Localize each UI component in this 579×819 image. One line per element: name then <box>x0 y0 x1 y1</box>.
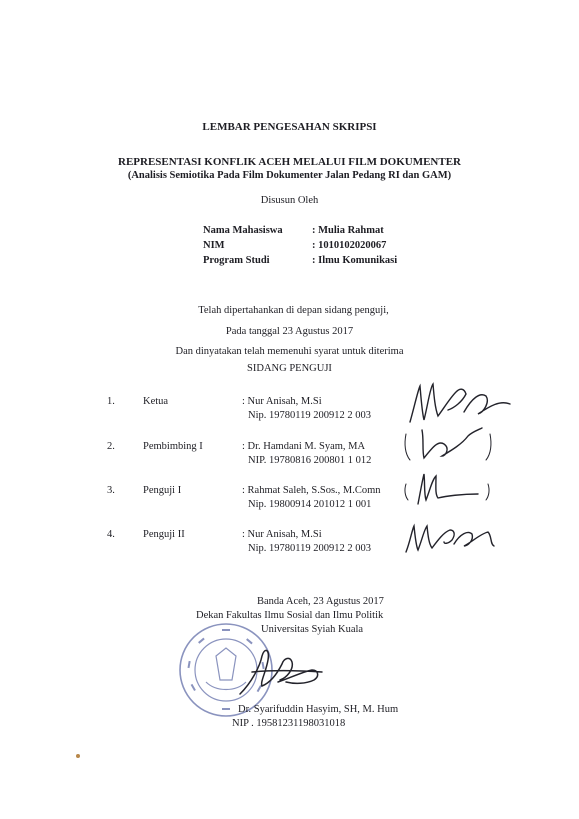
signature-penguji-2 <box>400 516 500 560</box>
thesis-title: REPRESENTASI KONFLIK ACEH MELALUI FILM DOKUMENTER <box>118 156 461 168</box>
signature-pembimbing <box>402 426 494 466</box>
defense-statement: Telah dipertahankan di depan sidang penguji, <box>198 305 389 316</box>
committee-nip: NIP. 19780816 200801 1 012 <box>248 455 372 466</box>
student-nim-value: : 1010102020067 <box>312 240 387 251</box>
committee-name: : Dr. Hamdani M. Syam, MA <box>242 441 366 452</box>
student-program-label: Program Studi <box>203 255 270 266</box>
student-nim-label: NIM <box>203 240 225 251</box>
committee-number: 1. <box>107 396 115 407</box>
signature-dekan <box>232 642 332 706</box>
thesis-subtitle: (Analisis Semiotika Pada Film Dokumenter Jalan Pedang RI dan GAM) <box>127 170 452 181</box>
student-name-value: : Mulia Rahmat <box>312 225 384 236</box>
signature-ketua <box>400 378 520 430</box>
committee-number: 4. <box>107 529 115 540</box>
committee-number: 3. <box>107 485 115 496</box>
prepared-by: Disusun Oleh <box>260 195 319 206</box>
defense-date: Pada tanggal 23 Agustus 2017 <box>225 326 354 337</box>
committee-number: 2. <box>107 441 115 452</box>
dean-name: Dr. Syarifuddin Hasyim, SH, M. Hum <box>238 704 399 715</box>
committee-role: Penguji I <box>143 485 182 496</box>
committee-role: Pembimbing I <box>143 441 203 452</box>
ink-speck <box>76 754 80 758</box>
committee-heading: SIDANG PENGUJI <box>247 363 332 374</box>
committee-nip: Nip. 19780119 200912 2 003 <box>248 410 371 421</box>
committee-name: : Nur Anisah, M.Si <box>242 396 322 407</box>
dean-title: Dekan Fakultas Ilmu Sosial dan Ilmu Politik <box>196 610 384 621</box>
committee-role: Penguji II <box>143 529 185 540</box>
committee-nip: Nip. 19780119 200912 2 003 <box>248 543 371 554</box>
page-title: LEMBAR PENGESAHAN SKRIPSI <box>202 121 377 133</box>
committee-name: : Rahmat Saleh, S.Sos., M.Comn <box>242 485 381 496</box>
signature-penguji-1 <box>402 470 494 510</box>
dean-nip: NIP . 19581231198031018 <box>232 718 346 729</box>
university-name: Universitas Syiah Kuala <box>261 624 364 635</box>
student-program-value: : Ilmu Komunikasi <box>312 255 398 266</box>
defense-acceptance: Dan dinyatakan telah memenuhi syarat untuk diterima <box>175 346 404 357</box>
committee-nip: Nip. 19800914 201012 1 001 <box>248 499 372 510</box>
student-name-label: Nama Mahasiswa <box>203 225 283 236</box>
committee-role: Ketua <box>143 396 169 407</box>
sign-place-date: Banda Aceh, 23 Agustus 2017 <box>257 596 384 607</box>
committee-name: : Nur Anisah, M.Si <box>242 529 322 540</box>
